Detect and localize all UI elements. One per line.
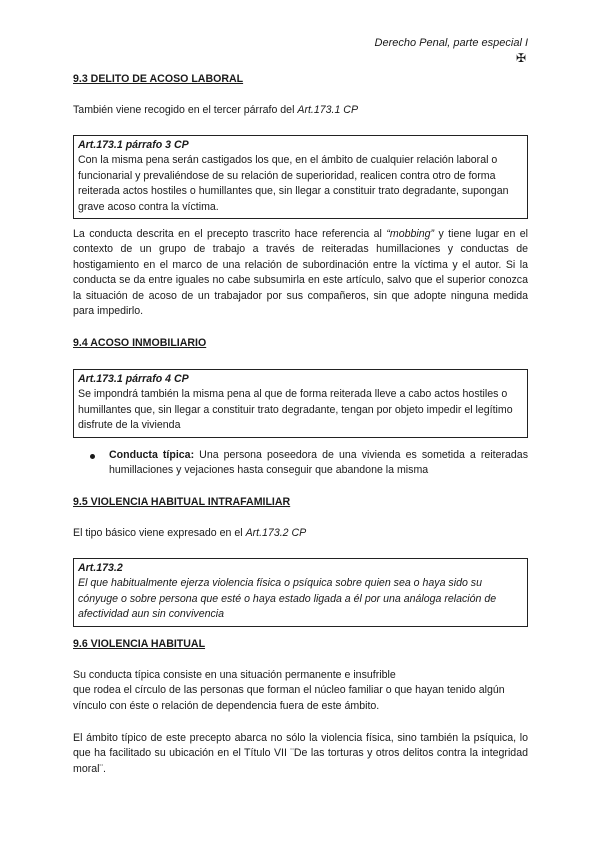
bullet-icon — [90, 454, 95, 459]
para-9-6-1 — [73, 668, 528, 714]
box-title: Art.173.1 párrafo 3 CP — [78, 139, 189, 151]
para-mobbing-term: “mobbing” — [386, 228, 435, 240]
para-9-6-1-line2: que rodea el círculo de las personas que forman el núcleo familiar o que hayan tenido algún vínculo con éste o relación de dependencia fuera de este ámbito. — [73, 684, 505, 712]
heading-9-4: 9.4 ACOSO INMOBILIARIO — [73, 337, 207, 349]
header-title: Derecho Penal, parte especial I — [374, 37, 528, 49]
box-text: El que habitualmente ejerza violencia física o psíquica sobre quien sea o haya sido su cónyuge o sobre persona que esté o haya estado ligada a él por una análoga relación de afectividad aun sin convivencia — [78, 577, 497, 621]
intro-9-5-prefix: El tipo básico viene expresado en el — [73, 527, 246, 539]
cross-icon: ✠ — [515, 51, 526, 65]
heading-9-5: 9.5 VIOLENCIA HABITUAL INTRAFAMILIAR — [73, 496, 291, 508]
heading-9-3: 9.3 DELITO DE ACOSO LABORAL — [73, 73, 244, 85]
article-box-173-2 — [73, 558, 528, 627]
article-box-173-1-p3 — [73, 135, 528, 219]
box-text: Con la misma pena serán castigados los que, en el ámbito de cualquier relación laboral o funcionarial y prevaliéndose de su relación de superioridad, realicen contra otro de forma reiterada actos hostiles o humillantes que, sin llegar a constituir trato degradante, supongan grave acoso contra la víctima. — [78, 154, 509, 213]
intro-9-3-ref: Art.173.1 CP — [297, 104, 359, 116]
intro-9-5 — [73, 526, 528, 541]
para-9-6-2: El ámbito típico de este precepto abarca no sólo la violencia física, sino también la psíquica, lo que ha facilitado su ubicación en el Título VII ¨De las torturas y otros delitos contra la integridad moral¨. — [73, 732, 528, 775]
article-box-173-1-p4 — [73, 369, 528, 438]
bullet-text: Una persona poseedora de una vivienda es sometida a reiteradas humillaciones y vejaciones hasta conseguir que abandone la misma — [109, 449, 528, 477]
intro-9-5-ref: Art.173.2 CP — [245, 527, 307, 539]
list-item — [93, 448, 528, 479]
intro-9-3-prefix: También viene recogido en el tercer párrafo del — [73, 104, 298, 116]
bullet-label: Conducta típica: — [109, 449, 195, 461]
intro-9-3 — [73, 103, 528, 118]
para-mobbing — [73, 227, 528, 319]
box-title: Art.173.1 párrafo 4 CP — [78, 373, 189, 385]
para-mobbing-b: y tiene lugar en el contexto de un grupo de trabajo a través de reiteradas humillaciones y conductas de hostigamiento en el marco de una relación de subordinación entre la víctima y el autor. Si la conducta se da entre iguales no cabe subsumirla en este artículo, salvo que el superior conozca la situación de acoso de un trabajador por sus compañeros, sin que adopte ninguna medida para impedirlo. — [73, 228, 529, 318]
para-mobbing-a: La conducta descrita en el precepto trascrito hace referencia al — [73, 228, 387, 240]
box-text: Se impondrá también la misma pena al que de forma reiterada lleve a cabo actos hostiles o humillantes que, sin llegar a constituir trato degradante, tengan por objeto impedir el legítimo disfrute de la vivienda — [78, 388, 513, 432]
box-title: Art.173.2 — [78, 562, 123, 574]
heading-9-6: 9.6 VIOLENCIA HABITUAL — [73, 638, 206, 650]
para-9-6-1-line1: Su conducta típica consiste en una situación permanente e insufrible — [73, 669, 396, 681]
